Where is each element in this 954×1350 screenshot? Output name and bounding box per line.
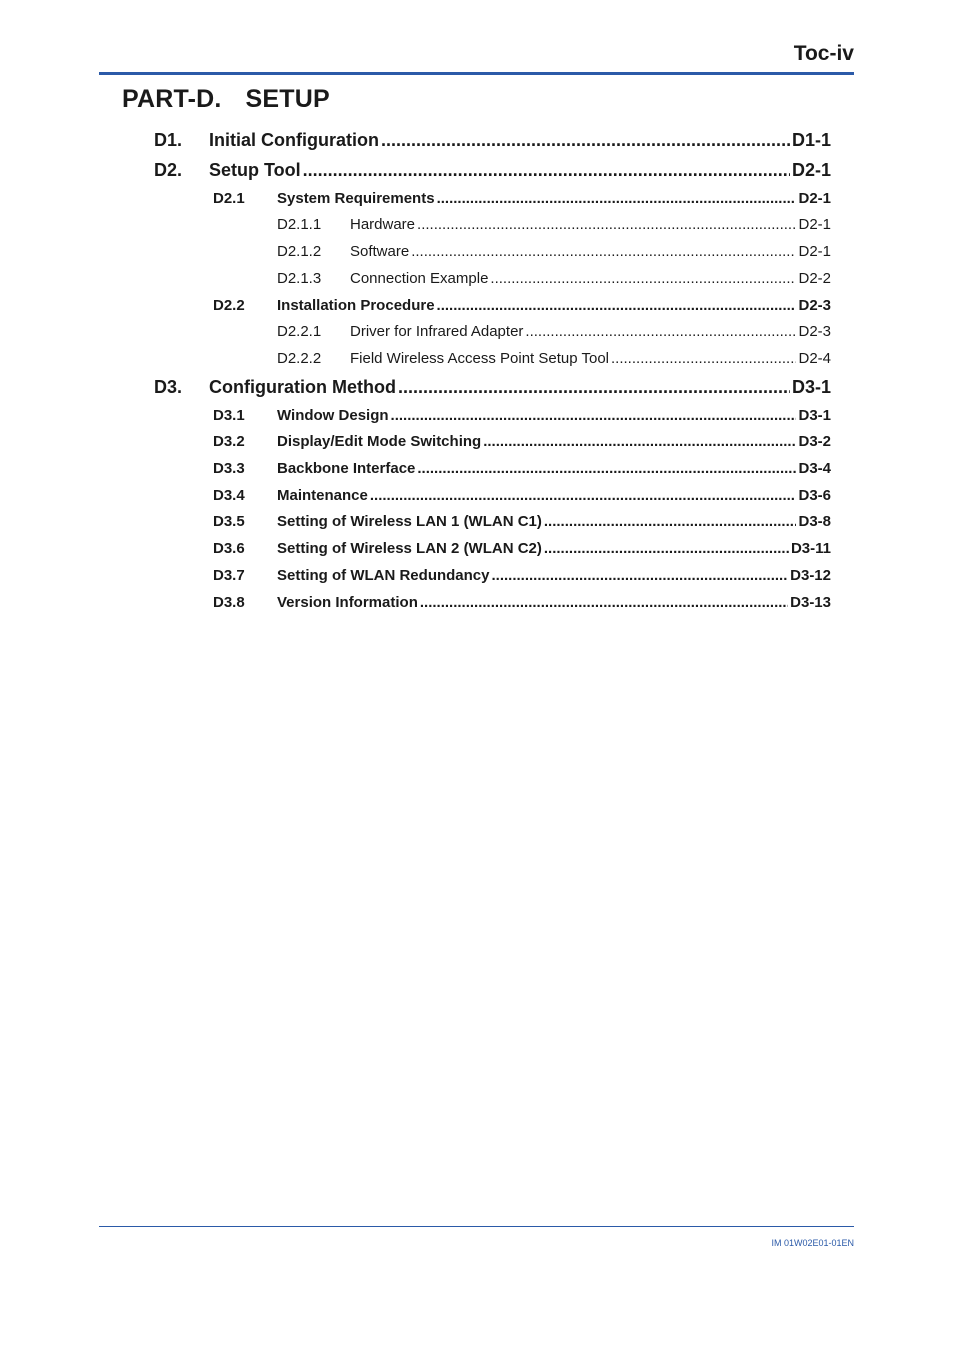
- toc-entry-title: Display/Edit Mode Switching: [277, 433, 482, 450]
- toc-entry[interactable]: [213, 407, 831, 424]
- part-name: SETUP: [245, 85, 330, 113]
- toc-entry[interactable]: [213, 460, 831, 477]
- toc-entry-title: Maintenance: [277, 487, 368, 504]
- toc-entry-page: D2-1: [791, 160, 831, 180]
- toc-entry-page: D3-2: [798, 433, 831, 450]
- toc-entry-number: D2.1.2: [277, 243, 322, 260]
- toc-entry[interactable]: [213, 540, 831, 557]
- toc-entry-page: D2-2: [798, 270, 831, 287]
- dot-leader: [417, 460, 796, 477]
- toc-entry-page: D2-4: [798, 350, 831, 367]
- toc-entry[interactable]: [277, 270, 831, 287]
- toc-entry-number: D3.2: [213, 433, 245, 450]
- toc-entry-title: Window Design: [277, 407, 389, 424]
- toc-entry-title: Setting of Wireless LAN 2 (WLAN C2): [277, 540, 542, 557]
- toc-entry-title: Version Information: [277, 594, 418, 611]
- toc-entry[interactable]: [213, 594, 831, 611]
- dot-leader: [398, 377, 790, 398]
- toc-entry-page: D3-4: [798, 460, 831, 477]
- toc-entry-page: D1-1: [791, 130, 831, 150]
- toc-entry-title: Setting of Wireless LAN 1 (WLAN C1): [277, 513, 542, 530]
- footer-divider: [99, 1226, 854, 1227]
- dot-leader: [611, 350, 796, 367]
- dot-leader: [492, 567, 789, 584]
- toc-entry-number: D3.4: [213, 487, 245, 504]
- dot-leader: [381, 130, 790, 151]
- toc-entry-title: Software: [350, 243, 410, 260]
- dot-leader: [417, 216, 796, 233]
- toc-entry-title: Hardware: [350, 216, 416, 233]
- toc-entry-title: Installation Procedure: [277, 297, 435, 314]
- toc-entry[interactable]: [277, 350, 831, 367]
- dot-leader: [303, 160, 790, 181]
- toc-entry-number: D2.1.3: [277, 270, 322, 287]
- toc-entry-title: Configuration Method: [209, 377, 396, 397]
- toc-entry-title: Connection Example: [350, 270, 489, 287]
- toc-entry-page: D3-1: [791, 377, 831, 397]
- toc-entry[interactable]: [213, 433, 831, 450]
- toc-entry-page: D2-1: [798, 216, 831, 233]
- dot-leader: [437, 190, 797, 207]
- toc-entry-number: D3.1: [213, 407, 245, 424]
- dot-leader: [525, 323, 796, 340]
- toc-entry-number: D3.7: [213, 567, 245, 584]
- toc-entry[interactable]: [213, 567, 831, 584]
- toc-entry-page: D3-12: [790, 567, 831, 584]
- toc-entry-number: D3.8: [213, 594, 245, 611]
- toc-entry-title: Driver for Infrared Adapter: [350, 323, 524, 340]
- dot-leader: [544, 513, 797, 530]
- toc-entry[interactable]: [277, 243, 831, 260]
- toc-entry-title: Setting of WLAN Redundancy: [277, 567, 490, 584]
- toc-entry-title: Initial Configuration: [209, 130, 379, 150]
- toc-entry-number: D3.5: [213, 513, 245, 530]
- toc-entry[interactable]: [154, 377, 831, 398]
- toc-entry[interactable]: [213, 487, 831, 504]
- toc-entry-page: D3-11: [790, 540, 831, 557]
- toc-entry-title: Backbone Interface: [277, 460, 416, 477]
- toc-entry-number: D3.6: [213, 540, 245, 557]
- toc-entry[interactable]: [277, 216, 831, 233]
- toc-entry-number: D2.1: [213, 190, 245, 207]
- page-number: Toc-iv: [793, 42, 854, 65]
- toc-entry[interactable]: [154, 130, 831, 151]
- toc-entry-page: D2-3: [798, 323, 831, 340]
- toc-entry-page: D3-8: [798, 513, 831, 530]
- toc-entry[interactable]: [277, 323, 831, 340]
- part-title: [122, 85, 330, 114]
- toc-entry-title: System Requirements: [277, 190, 435, 207]
- toc-entry-title: Field Wireless Access Point Setup Tool: [350, 350, 610, 367]
- document-id: IM 01W02E01-01EN: [771, 1238, 854, 1248]
- dot-leader: [420, 594, 788, 611]
- toc-entry-number: D3.3: [213, 460, 245, 477]
- toc-entry-number: D1.: [154, 130, 183, 150]
- dot-leader: [437, 297, 797, 314]
- toc-entry-number: D2.2.1: [277, 323, 322, 340]
- toc-entry-number: D2.: [154, 160, 183, 180]
- dot-leader: [483, 433, 796, 450]
- toc-entry-number: D2.2: [213, 297, 245, 314]
- dot-leader: [411, 243, 796, 260]
- dot-leader: [490, 270, 796, 287]
- toc-entry-page: D3-1: [798, 407, 831, 424]
- toc-entry-page: D3-13: [790, 594, 831, 611]
- dot-leader: [391, 407, 797, 424]
- toc-entry[interactable]: [213, 190, 831, 207]
- header-divider: [99, 72, 854, 75]
- toc-entry[interactable]: [154, 160, 831, 181]
- toc-entry-page: D2-1: [798, 243, 831, 260]
- toc-entry[interactable]: [213, 513, 831, 530]
- toc-entry-page: D2-1: [798, 190, 831, 207]
- dot-leader: [544, 540, 789, 557]
- part-label: PART-D.: [122, 85, 222, 113]
- toc-entry-page: D3-6: [798, 487, 831, 504]
- toc-entry[interactable]: [213, 297, 831, 314]
- dot-leader: [370, 487, 797, 504]
- toc-entry-number: D2.2.2: [277, 350, 322, 367]
- toc-entry-number: D2.1.1: [277, 216, 322, 233]
- toc-entry-title: Setup Tool: [209, 160, 301, 180]
- toc-entry-number: D3.: [154, 377, 183, 397]
- toc-entry-page: D2-3: [798, 297, 831, 314]
